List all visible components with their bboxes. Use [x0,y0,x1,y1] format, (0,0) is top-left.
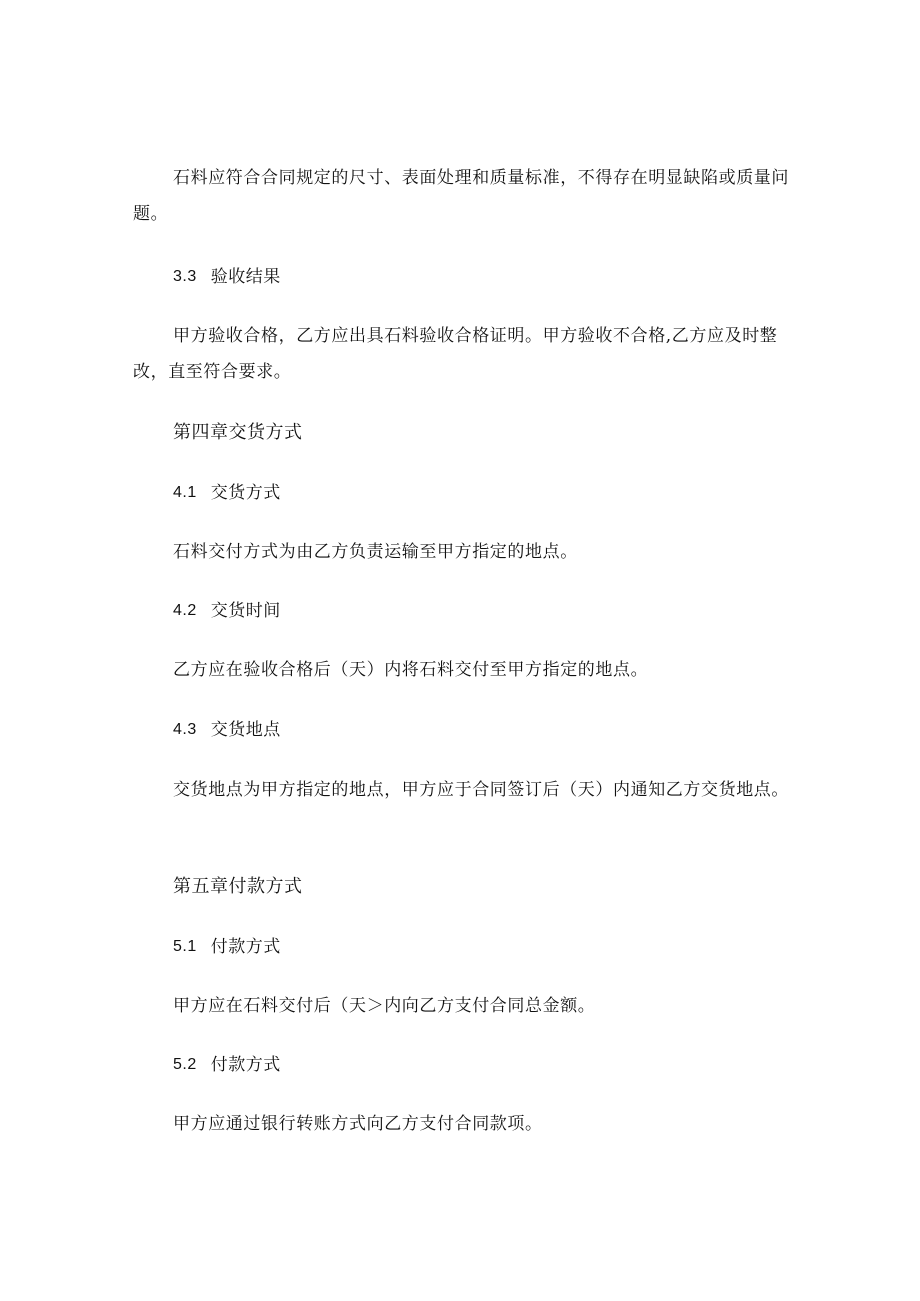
section-title: 付款方式 [210,1055,281,1075]
paragraph-payment-method: 甲方应通过银行转账方式向乙方支付合同款项。 [173,1114,543,1134]
section-number: 3.3 [173,268,197,285]
section-title: 交货方式 [210,483,281,503]
section-title: 交货时间 [210,601,281,621]
paragraph-delivery-method: 石料交付方式为由乙方负责运输至甲方指定的地点。 [173,542,578,562]
section-5-2-heading [173,1052,281,1078]
section-number: 4.1 [173,484,197,501]
section-number: 4.3 [173,721,197,738]
section-title: 验收结果 [210,267,281,287]
section-title: 付款方式 [210,937,281,957]
paragraph-delivery-time: 乙方应在验收合格后（天）内将石料交付至甲方指定的地点。 [173,660,649,680]
section-5-1-heading [173,934,281,960]
section-3-3-heading [173,264,281,290]
section-number: 5.2 [173,1056,197,1073]
section-title: 交货地点 [210,720,281,740]
section-4-2-heading [173,598,281,624]
paragraph-quality-standard: 石料应符合合同规定的尺寸、表面处理和质量标准，不得存在明显缺陷或质量问题。 [133,168,789,224]
section-number: 5.1 [173,938,197,955]
paragraph-acceptance-result: 甲方验收合格，乙方应出具石料验收合格证明。甲方验收不合格,乙方应及时整改，直至符合要求。 [133,326,778,382]
section-4-1-heading [173,480,281,506]
section-number: 4.2 [173,602,197,619]
paragraph-delivery-place: 交货地点为甲方指定的地点，甲方应于合同签订后（天）内通知乙方交货地点。 [173,780,789,800]
section-4-3-heading [173,717,281,743]
chapter-5-title: 第五章付款方式 [173,876,303,897]
chapter-4-title: 第四章交货方式 [173,422,303,443]
paragraph-payment-time: 甲方应在石料交付后（天＞内向乙方支付合同总金额。 [173,996,596,1016]
